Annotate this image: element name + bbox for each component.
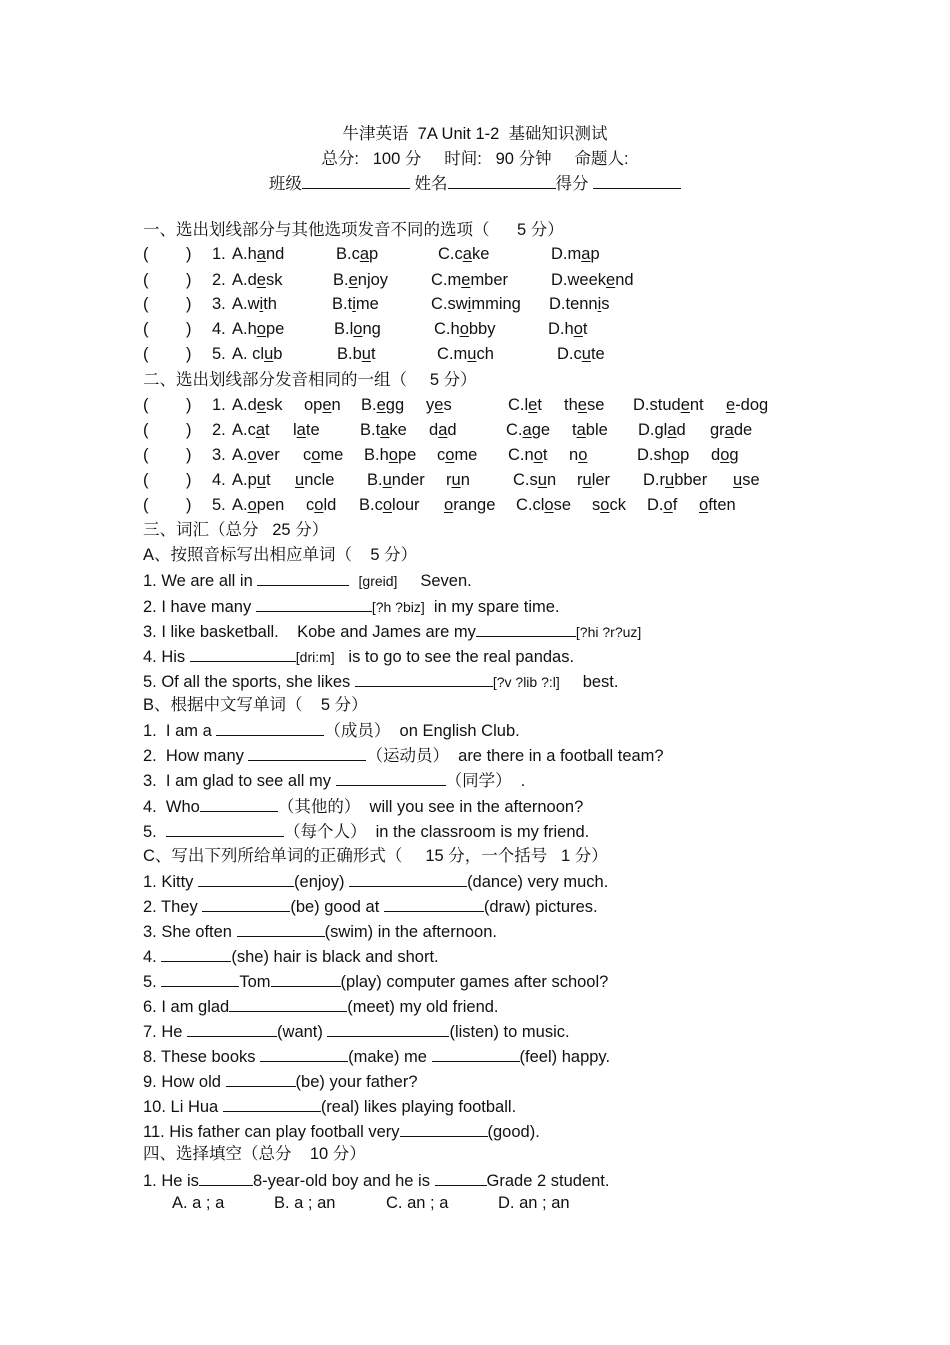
answer-blank[interactable]: [432, 1045, 520, 1062]
option-d: D.tennis: [549, 295, 610, 313]
score-blank[interactable]: [593, 172, 681, 189]
option-c: C.member: [431, 271, 509, 289]
option-b: B.colour: [359, 496, 420, 514]
answer-paren-right: ): [186, 396, 192, 414]
option-b: B.enjoy: [333, 271, 389, 289]
option-b2: yes: [426, 396, 452, 414]
option-a: A. club: [232, 345, 283, 363]
option-a2: open: [304, 396, 341, 414]
part-a-item-5: 5. Of all the sports, she likes [?v ?lib ?:l] best.: [143, 670, 618, 693]
answer-paren-right: ): [186, 271, 192, 289]
option-d2: grade: [710, 421, 753, 439]
answer-paren-left[interactable]: (: [143, 295, 149, 313]
answer-blank[interactable]: [355, 670, 493, 687]
option-c: C.sun: [513, 471, 557, 489]
part-c-item-2: 2. They (be) good at (draw) pictures.: [143, 895, 598, 918]
option-d: D.student: [633, 396, 704, 414]
part-c-item-7: 7. He (want) (listen) to music.: [143, 1020, 570, 1043]
answer-blank[interactable]: [216, 719, 324, 736]
item-number: 1.: [212, 245, 226, 263]
answer-blank[interactable]: [336, 769, 446, 786]
option-c2: these: [564, 396, 605, 414]
option-d: D.shop: [637, 446, 690, 464]
answer-blank[interactable]: [229, 995, 347, 1012]
option-a2: uncle: [295, 471, 335, 489]
option-c2: ruler: [577, 471, 611, 489]
option-a[interactable]: A. a ; a: [172, 1194, 225, 1212]
part-b-title: B、根据中文写单词（ 5 分）: [143, 696, 368, 714]
option-c: C.cake: [438, 245, 490, 263]
option-b[interactable]: B. a ; an: [274, 1194, 336, 1212]
option-a2: cold: [306, 496, 337, 514]
option-c2: sock: [592, 496, 626, 514]
item-number: 1.: [212, 396, 226, 414]
answer-blank[interactable]: [187, 1020, 277, 1037]
option-b: B.egg: [361, 396, 405, 414]
option-a: A.with: [232, 295, 277, 313]
item-number: 4.: [212, 471, 226, 489]
part-b-item-2: 2. How many （运动员） are there in a football team?: [143, 744, 664, 767]
part-b-item-3: 3. I am glad to see all my （同学） .: [143, 769, 525, 792]
option-b2: orange: [444, 496, 496, 514]
option-b: B.time: [332, 295, 379, 313]
answer-paren-left[interactable]: (: [143, 446, 149, 464]
option-d: D.rubber: [643, 471, 708, 489]
option-c: C.much: [437, 345, 494, 363]
option-a: A.desk: [232, 396, 283, 414]
section-3-title: 三、词汇（总分 25 分）: [143, 521, 329, 539]
option-b2: dad: [429, 421, 457, 439]
section-4-question-1: 1. He is 8-year-old boy and he is Grade 2 student.: [143, 1169, 609, 1192]
name-blank[interactable]: [448, 172, 556, 189]
answer-paren-left[interactable]: (: [143, 496, 149, 514]
item-number: 2.: [212, 421, 226, 439]
part-a-item-3: 3. I like basketball. Kobe and James are my [?hi ?r?uz]: [143, 620, 641, 643]
student-info-line: [0, 170, 950, 194]
part-c-item-1: 1. Kitty (enjoy) (dance) very much.: [143, 870, 608, 893]
part-c-item-11: 11. His father can play football very (good).: [143, 1120, 540, 1143]
option-c: C.let: [508, 396, 542, 414]
answer-paren-left[interactable]: (: [143, 471, 149, 489]
part-c-item-4: 4. (she) hair is black and short.: [143, 945, 439, 968]
option-c2: table: [572, 421, 608, 439]
option-a: A.desk: [232, 271, 283, 289]
item-number: 2.: [212, 271, 226, 289]
part-c-item-6: 6. I am glad (meet) my old friend.: [143, 995, 499, 1018]
item-number: 5.: [212, 496, 226, 514]
answer-paren-right: ): [186, 345, 192, 363]
option-a2: come: [303, 446, 344, 464]
answer-blank[interactable]: [190, 645, 296, 662]
part-a-item-2: 2. I have many [?h ?biz] in my spare time.: [143, 595, 560, 618]
section-4-title: 四、选择填空（总分 10 分）: [143, 1145, 366, 1163]
part-b-item-5: 5. （每个人） in the classroom is my friend.: [143, 820, 589, 843]
answer-paren-left[interactable]: (: [143, 421, 149, 439]
answer-blank[interactable]: [199, 1169, 253, 1186]
part-c-title: C、写出下列所给单词的正确形式（ 15 分，一个括号 1 分）: [143, 847, 608, 865]
option-b: B.long: [334, 320, 381, 338]
option-b: B.under: [367, 471, 425, 489]
option-b: B.cap: [336, 245, 379, 263]
answer-blank[interactable]: [226, 1070, 296, 1087]
answer-blank[interactable]: [476, 620, 576, 637]
option-a: A.over: [232, 446, 280, 464]
option-d: D.cute: [557, 345, 605, 363]
answer-blank[interactable]: [435, 1169, 487, 1186]
option-a: A.hand: [232, 245, 285, 263]
answer-paren-left[interactable]: (: [143, 345, 149, 363]
answer-blank[interactable]: [400, 1120, 488, 1137]
part-c-item-3: 3. She often (swim) in the afternoon.: [143, 920, 497, 943]
answer-paren-left[interactable]: (: [143, 245, 149, 263]
option-c: C.swimming: [431, 295, 521, 313]
item-number: 3.: [212, 446, 226, 464]
item-number: 5.: [212, 345, 226, 363]
exam-meta: 总分: 100 分 时间: 90 分钟 命题人:: [321, 150, 629, 168]
option-d[interactable]: D. an ; an: [498, 1194, 570, 1212]
option-d2: e-dog: [726, 396, 769, 414]
answer-blank[interactable]: [202, 895, 290, 912]
score-label: 得分: [555, 175, 589, 193]
answer-blank[interactable]: [257, 569, 349, 586]
name-label: 姓名: [414, 175, 448, 193]
answer-paren-right: ): [186, 421, 192, 439]
class-blank[interactable]: [302, 172, 410, 189]
answer-paren-right: ): [186, 471, 192, 489]
option-d: D.hot: [548, 320, 588, 338]
answer-blank[interactable]: [327, 1020, 449, 1037]
option-a: A.cat: [232, 421, 270, 439]
answer-paren-right: ): [186, 446, 192, 464]
option-d: D.of: [647, 496, 678, 514]
option-b: B.take: [360, 421, 407, 439]
answer-paren-right: ): [186, 245, 192, 263]
part-a-item-4: 4. His [dri:m] is to go to see the real pandas.: [143, 645, 574, 668]
answer-paren-right: ): [186, 295, 192, 313]
part-c-item-9: 9. How old (be) your father?: [143, 1070, 418, 1093]
part-b-item-4: 4. Who （其他的） will you see in the afternoon?: [143, 795, 583, 818]
option-b: B.but: [337, 345, 376, 363]
section-2-title: 二、选出划线部分发音相同的一组（ 5 分）: [143, 371, 477, 389]
answer-blank[interactable]: [349, 870, 467, 887]
item-number: 4.: [212, 320, 226, 338]
option-c: C.not: [508, 446, 548, 464]
class-label: 班级: [268, 175, 302, 193]
answer-paren-right: ): [186, 320, 192, 338]
answer-paren-left[interactable]: (: [143, 396, 149, 414]
option-c: C.hobby: [434, 320, 496, 338]
part-a-title: A、按照音标写出相应单词（ 5 分）: [143, 546, 418, 564]
answer-blank[interactable]: [384, 895, 484, 912]
part-c-item-10: 10. Li Hua (real) likes playing football.: [143, 1095, 516, 1118]
option-b2: run: [446, 471, 470, 489]
answer-blank[interactable]: [237, 920, 325, 937]
answer-paren-left[interactable]: (: [143, 271, 149, 289]
answer-blank[interactable]: [166, 820, 284, 837]
answer-blank[interactable]: [161, 970, 239, 987]
option-c: C.close: [516, 496, 572, 514]
option-d2: dog: [711, 446, 739, 464]
option-b2: come: [437, 446, 478, 464]
option-a: A.hope: [232, 320, 285, 338]
option-b: B.hope: [364, 446, 417, 464]
option-c2: no: [569, 446, 588, 464]
answer-blank[interactable]: [256, 595, 372, 612]
part-a-item-1: 1. We are all in [greid] Seven.: [143, 569, 472, 592]
answer-blank[interactable]: [271, 970, 341, 987]
part-c-item-8: 8. These books (make) me (feel) happy.: [143, 1045, 610, 1068]
option-d: D.glad: [638, 421, 686, 439]
answer-blank[interactable]: [198, 870, 294, 887]
option-d: D.map: [551, 245, 600, 263]
option-c: C.age: [506, 421, 551, 439]
section-1-title: 一、选出划线部分与其他选项发音不同的选项（ 5 分）: [143, 221, 564, 239]
item-number: 3.: [212, 295, 226, 313]
answer-paren-right: ): [186, 496, 192, 514]
exam-title: 牛津英语 7A Unit 1-2 基础知识测试: [342, 125, 608, 143]
option-d2: use: [733, 471, 760, 489]
answer-blank[interactable]: [260, 1045, 348, 1062]
option-a2: late: [293, 421, 320, 439]
option-d2: often: [699, 496, 736, 514]
answer-blank[interactable]: [200, 795, 278, 812]
answer-blank[interactable]: [223, 1095, 321, 1112]
option-c[interactable]: C. an ; a: [386, 1194, 449, 1212]
option-a: A.put: [232, 471, 271, 489]
answer-blank[interactable]: [161, 945, 231, 962]
answer-blank[interactable]: [248, 744, 366, 761]
part-c-item-5: 5. Tom (play) computer games after school?: [143, 970, 608, 993]
option-d: D.weekend: [551, 271, 634, 289]
part-b-item-1: 1. I am a （成员） on English Club.: [143, 719, 520, 742]
answer-paren-left[interactable]: (: [143, 320, 149, 338]
option-a: A.open: [232, 496, 285, 514]
